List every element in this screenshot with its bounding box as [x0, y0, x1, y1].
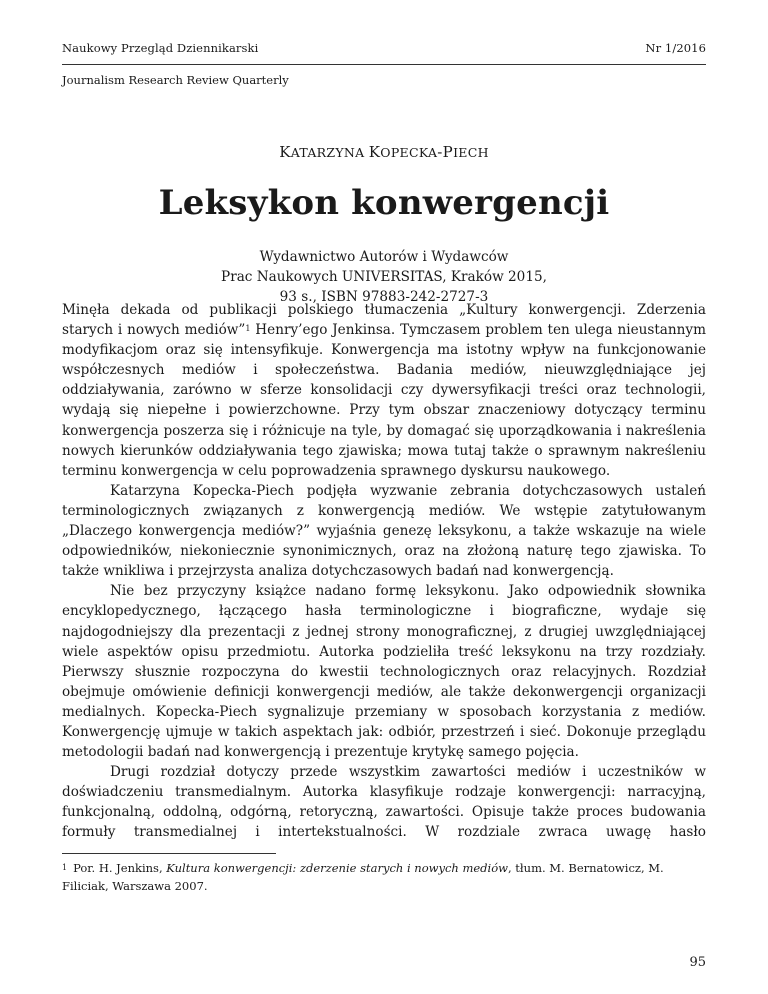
paragraph: Nie bez przyczyny książce nadano formę leksykonu. Jako odpowiednik słownika encyklopedycznego, łączącego hasła terminologiczne i biograficzne, wydaje się najdogodniejszy dla prezentacji z jednej strony monograficznej, z drugiej uwzględniającej wiele aspektów opisu przedmiotu. Autorka podzieliła treść leksykonu na trzy rozdziały. Pierwszy słusznie rozpoczyna do kwestii technologicznych oraz relacyjnych. Rozdział obejmuje omówienie definicji konwergencji mediów, ale także dekonwergencji organizacji medialnych. Kopecka-Piech sygnalizuje przemiany w sposobach korzystania z mediów. Konwergencję ujmuje w takich aspektach jak: odbiór, przestrzeń i sieć. Dokonuje przeglądu metodologii badań nad konwergencją i prezentuje krytykę samego pojęcia.: [62, 583, 706, 761]
header-divider: [62, 64, 706, 65]
issue-number: Nr 1/2016: [645, 41, 706, 55]
review-author: KATARZYNA KOPECKA-PIECH: [279, 143, 489, 161]
paragraph: Minęła dekada od publikacji polskiego tłumaczenia „Kultury konwergencji. Zderzenia starych i nowych mediów”$^1$ Henry’ego Jenkinsa. Tymczasem problem ten ulega nieustannym modyfikacjom oraz się intensyfikuje. Konwergencja ma istotny wpływ na funkcjonowanie współczesnych mediów i społeczeństwa. Badania mediów, nieuwzględniające jej oddziaływania, zarówno w sferze konsolidacji czy dywersyfikacji treści oraz technologii, wydają się niepełne i powierzchowne. Przy tym obszar znaczeniowy dotyczący terminu konwergencja poszerza się i różnicuje na tyle, by domagać się uporządkowania i nakreślenia nowych kierunków oddziaływania tego zjawiska; mowa tutaj także o sprawnym nakreśleniu terminu konwergencja w celu poprowadzenia sprawnego dyskursu naukowego.: [62, 302, 706, 479]
isbn-line: 93 s., ISBN 97883-242-2727-3: [279, 289, 489, 305]
paragraph: Drugi rozdział dotyczy przede wszystkim zawartości mediów i uczestników w doświadczeniu transmedialnym. Autorka klasyfikuje rodzaje konwergencji: narracyjną, funkcjonalną, oddolną, odgórną, retoryczną, zawartości. Opisuje także proces budowania formuły transmedialnej i intertekstualności. W rozdziale zwraca uwagę hasło: [62, 764, 706, 841]
journal-english-name: Journalism Research Review Quarterly: [62, 73, 289, 87]
book-title: Leksykon konwergencji: [158, 183, 610, 223]
publisher-line: Wydawnictwo Autorów i Wydawców: [259, 249, 509, 265]
footnote: $^1$ Por. H. Jenkins, Kultura konwergencji: zderzenie starych i nowych mediów, tłum. M. Bernatowicz, M. Filiciak, Warszawa 2007.: [62, 861, 664, 893]
review-body: [62, 300, 706, 843]
journal-name: Naukowy Przegląd Dziennikarski: [62, 41, 259, 55]
footnote-reference[interactable]: 1: [245, 324, 251, 334]
publisher-line: Prac Naukowych UNIVERSITAS, Kraków 2015,: [221, 269, 547, 285]
cited-title: Kultura konwergencji: zderzenie starych i nowych mediów: [166, 861, 508, 875]
page-number: 95: [689, 955, 706, 970]
publication-details: [0, 247, 768, 307]
paragraph: Katarzyna Kopecka-Piech podjęła wyzwanie zebrania dotychczasowych ustaleń terminologicznych związanych z konwergencją mediów. We wstępie zatytułowanym „Dlaczego konwergencja mediów?” wyjaśnia genezę leksykonu, a także wskazuje na wiele odpowiedników, niekoniecznie synonimicznych, oraz na złożoną naturę tego zjawiska. To także wnikliwa i przejrzysta analiza dotychczasowych badań nad konwergencją.: [62, 482, 706, 580]
running-header: [62, 41, 706, 61]
footnote-number: 1: [62, 863, 68, 872]
footnote-divider: [62, 853, 276, 854]
